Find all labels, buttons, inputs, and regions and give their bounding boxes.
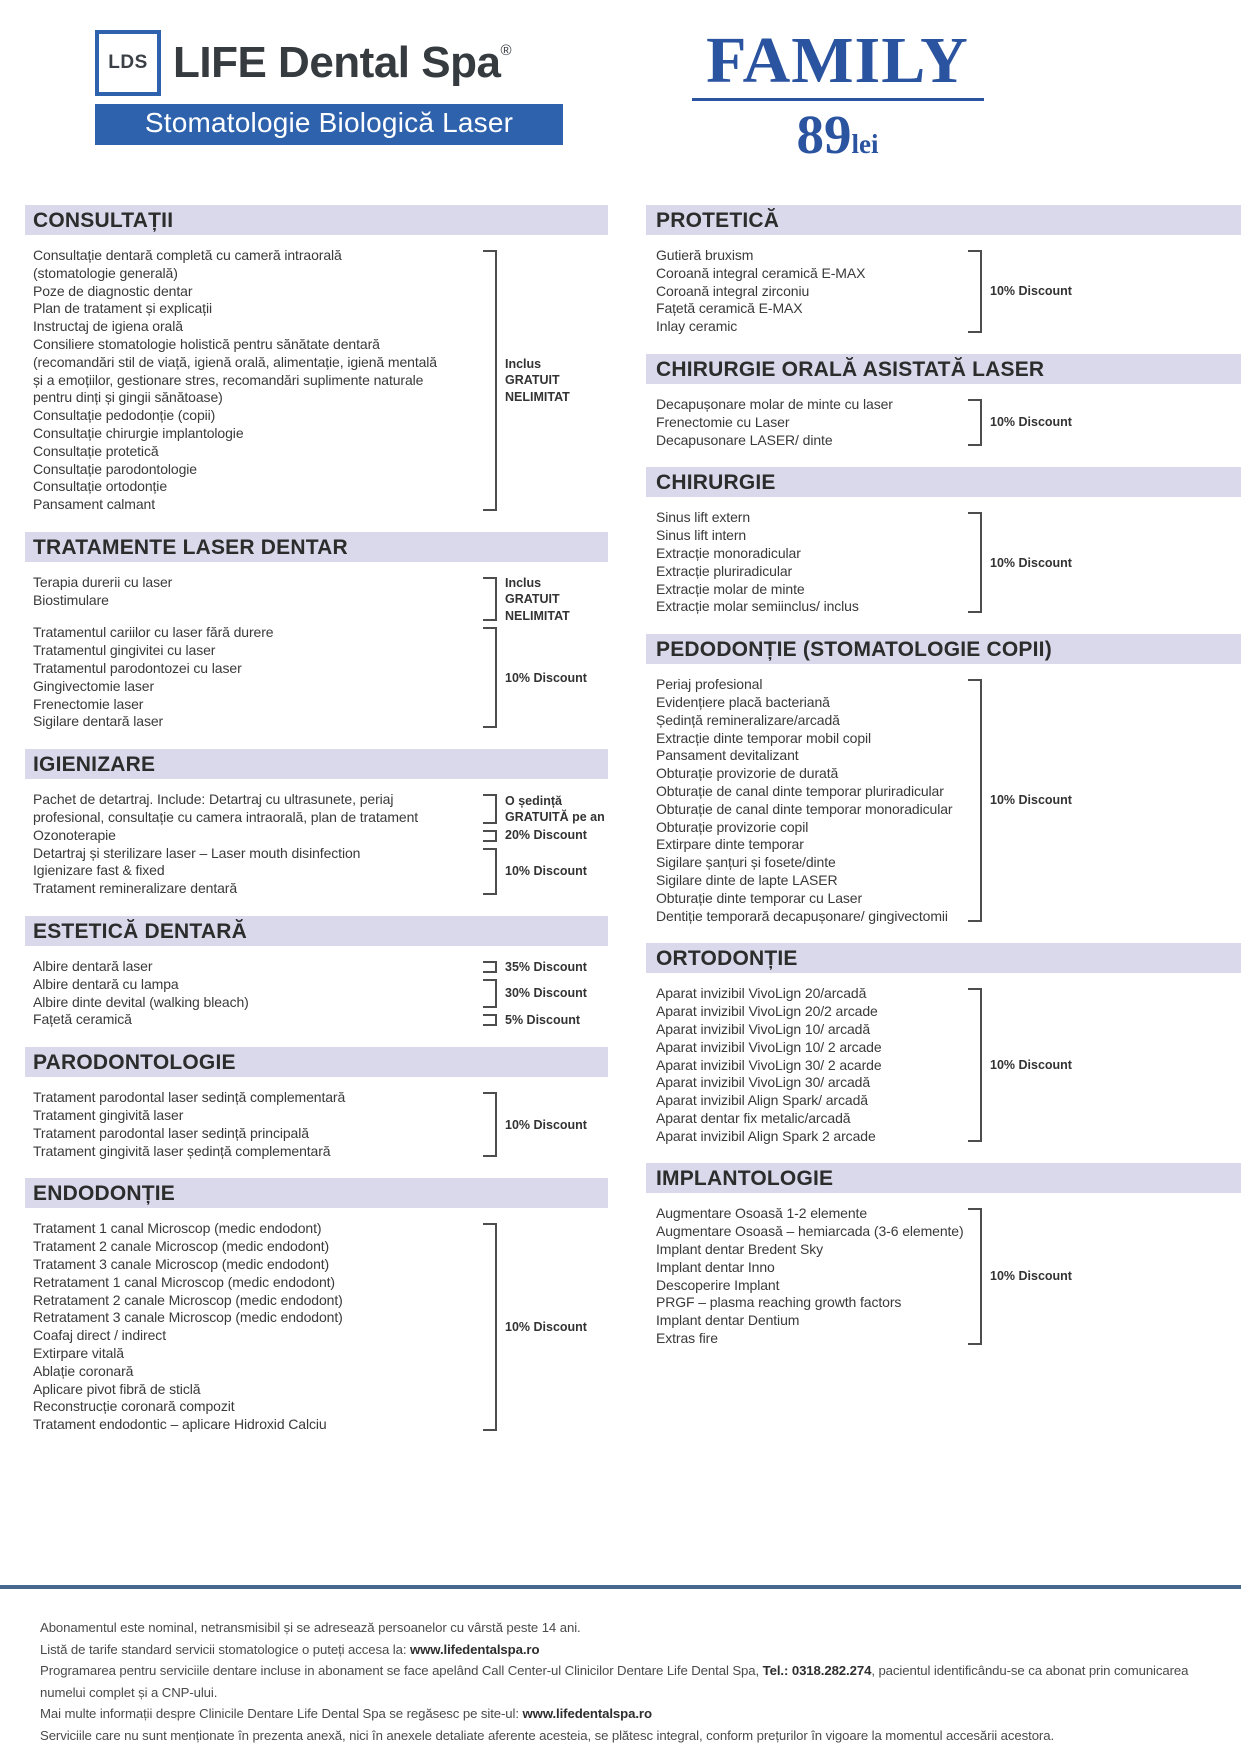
footer-text: Serviciile care nu sunt menționate în prezenta anexă, nici în anexele detaliate aferente acesteia, se plătesc integral, conform prețurilor în vigoare la momentul accesării acestora. [40,1727,1055,1743]
section-header-chirurgie-orala-asistata-laser: CHIRURGIE ORALĂ ASISTATĂ LASER [646,354,1241,384]
service-group [656,985,1241,1145]
service-item: Aplicare pivot fibră de sticlă [33,1380,201,1397]
benefit-label [505,575,608,625]
service-item: Extirpare dinte temporar [656,836,804,853]
service-group [33,791,608,827]
price-bracket [968,1208,982,1344]
service-item: Obturație dinte temporar cu Laser [656,889,863,906]
benefit-label-line: 10% Discount [990,284,1072,299]
service-item: Poze de diagnostic dentar [33,282,193,299]
service-item: Descoperire Implant [656,1276,780,1293]
service-item: Tratament parodontal laser sedință principală [33,1124,309,1141]
service-item: Ozonoterapie [33,826,116,843]
service-items [33,1089,483,1160]
section-body [25,946,608,1047]
service-item: (recomandări stil de viață, igienă orală, alimentație, igienă mentală [33,353,437,370]
section-header-igienizare: IGIENIZARE [25,749,608,779]
brand-logo [95,30,563,145]
service-group [656,509,1241,616]
section-header-ortodont-ie: ORTODONȚIE [646,943,1241,973]
benefit-label [990,676,1241,925]
footer-text: Programarea pentru serviciile dentare incluse in abonament se face apelând Call Center-ul Clinicilor Dentare Life Dental Spa, [40,1663,763,1678]
service-item: Consultație protetică [33,442,159,459]
service-item: Igienizare fast & fixed [33,862,165,879]
service-item: Dentiție temporară decapușonare/ gingivectomii [656,907,948,924]
benefit-label-line: 10% Discount [990,1058,1072,1073]
lds-logo-icon [95,30,161,96]
benefit-label [990,396,1241,449]
price-bracket [968,679,982,922]
service-item: Pansament devitalizant [656,747,799,764]
benefit-label-line: 10% Discount [990,793,1072,808]
service-item: Implant dentar Inno [656,1258,775,1275]
service-item: Augmentare Osoasă 1-2 elemente [656,1205,868,1222]
benefit-label [990,985,1241,1145]
section-body [25,562,608,749]
service-item: Instructaj de igiena orală [33,318,183,335]
price-bracket [483,830,497,842]
benefit-label-line: 20% Discount [505,828,587,843]
service-item: Extracție pluriradicular [656,562,793,579]
service-item: Fațetă ceramică E-MAX [656,300,803,317]
service-group [33,1011,608,1029]
section-header-parodontologie: PARODONTOLOGIE [25,1047,608,1077]
section-body [646,664,1241,943]
footer-text: Listă de tarife standard servicii stomatologice o puteți accesa la: [40,1641,410,1657]
footer-line [40,1660,1201,1703]
service-item: Extracție dinte temporar mobil copil [656,729,872,746]
service-items [33,958,483,976]
price-bracket [968,250,982,333]
service-item: Sigilare dinte de lapte LASER [656,871,838,888]
benefit-label-line: GRATUIT [505,592,560,607]
service-item: Aparat invizibil VivoLign 30/ arcadă [656,1074,871,1091]
benefit-label-line: NELIMITAT [505,608,570,623]
service-group [656,1205,1241,1347]
service-item: Gingivectomie laser [33,677,155,694]
service-items [33,845,483,898]
price-bracket [483,1092,497,1157]
service-items [656,985,968,1145]
benefit-label-line: O ședință [505,793,562,808]
benefit-label [990,1205,1241,1347]
footer-link: www.lifedentalspa.ro [409,1641,540,1657]
benefit-label-line: 10% Discount [990,415,1072,430]
service-item: Albire dentară laser [33,958,153,975]
service-item: Obturație provizorie copil [656,818,809,835]
benefit-label-line: GRATUITĂ pe an [505,810,605,825]
price-bracket [483,1014,497,1026]
service-group [33,827,608,845]
price-bracket [483,794,497,824]
section-body [25,1208,608,1452]
footer-text: Mai multe informații despre Clinicile Dentare Life Dental Spa se regăsesc pe site-ul: [40,1706,523,1721]
service-section-estetica-dentara [25,916,608,1047]
plan-price-amount: 89 [796,104,852,165]
service-item: Tratament remineralizare dentară [33,880,238,897]
service-item: Tratament 3 canale Microscop (medic endodont) [33,1255,330,1272]
benefit-label [505,624,608,731]
service-section-consultat-ii [25,205,608,532]
price-bracket [483,848,497,895]
section-body [646,973,1241,1163]
service-item: Extracție monoradicular [656,544,801,561]
service-item: Sinus lift extern [656,509,751,526]
service-item: și a emoțiilor, gestionare stres, recomandări suplimente naturale [33,371,424,388]
benefit-label-line: 10% Discount [505,1319,587,1334]
service-item: Consultație parodontologie [33,460,197,477]
service-item: Tratament endodontic – aplicare Hidroxid Calciu [33,1416,327,1433]
service-item: Periaj profesional [656,676,763,693]
service-item: Decapușonare molar de minte cu laser [656,395,893,412]
price-bracket [968,399,982,446]
service-item: Consultație ortodonție [33,478,167,495]
service-section-protetica [646,205,1241,354]
service-item: Reconstrucție coronară compozit [33,1398,235,1415]
benefit-label [505,247,608,514]
service-item: Inlay ceramic [656,318,738,335]
service-item: Pansament calmant [33,496,156,513]
price-bracket [483,577,497,622]
benefit-label [505,1089,608,1160]
service-item: Consultație chirurgie implantologie [33,424,244,441]
benefit-label [505,827,608,845]
plan-price-currency: lei [851,129,879,159]
price-bracket [483,961,497,973]
service-item: Retratament 2 canale Microscop (medic endodont) [33,1291,343,1308]
service-item: Pachet de detartraj. Include: Detartraj cu ultrasunete, periaj [33,791,394,808]
service-group [33,958,608,976]
services-column-left [25,205,608,1452]
service-section-chirurgie [646,467,1241,634]
service-items [33,1220,483,1434]
service-items [656,676,968,925]
service-item: Extras fire [656,1330,718,1347]
benefit-label-line: 10% Discount [990,1269,1072,1284]
service-section-igienizare [25,749,608,916]
benefit-label-line: Inclus [505,575,542,590]
service-item: Implant dentar Bredent Sky [656,1241,824,1258]
service-item: Retratament 3 canale Microscop (medic endodont) [33,1309,343,1326]
service-section-implantologie [646,1163,1241,1365]
service-items [33,1011,483,1029]
footer-link: www.lifedentalspa.ro [522,1706,652,1721]
service-items [656,509,968,616]
service-item: Consultație pedodonție (copii) [33,407,216,424]
benefit-label-line: GRATUIT [505,373,560,388]
service-item: Retratament 1 canal Microscop (medic endodont) [33,1273,335,1290]
service-item: Frenectomie cu Laser [656,413,790,430]
service-items [656,1205,968,1347]
service-item: Obturație de canal dinte temporar pluriradicular [656,782,944,799]
service-item: Coafaj direct / indirect [33,1327,166,1344]
section-body [25,235,608,532]
benefit-label-line: 10% Discount [505,1117,587,1132]
service-item: Evidențiere placă bacteriană [656,693,830,710]
footer-text: Tel.: 0318.282.274 [762,1663,872,1678]
section-header-chirurgie: CHIRURGIE [646,467,1241,497]
benefit-label-line: 10% Discount [990,555,1072,570]
service-section-endodont-ie [25,1178,608,1452]
service-item: Aparat invizibil VivoLign 20/arcadă [656,985,867,1002]
service-item: Aparat invizibil Align Spark/ arcadă [656,1092,868,1109]
price-bracket [968,512,982,613]
service-item: Fațetă ceramică [33,1011,132,1028]
benefit-label [505,1011,608,1029]
footer-text: , pacientul identificându-se ca abonat prin comunicarea numelui complet și a CNP-ului. [40,1663,1189,1700]
service-item: Sigilare șanțuri și fosete/dinte [656,854,836,871]
service-item: Obturație de canal dinte temporar monoradicular [656,800,953,817]
service-item: Tratament parodontal laser sedință complementară [33,1089,346,1106]
section-body [646,1193,1241,1365]
service-items [656,396,968,449]
service-group [33,574,608,625]
service-item: Decapusonare LASER/ dinte [656,431,833,448]
benefit-label-line: 10% Discount [505,864,587,879]
service-section-tratamente-laser-dentar [25,532,608,749]
benefit-label-line: NELIMITAT [505,389,570,404]
price-bracket [968,988,982,1142]
service-group [33,624,608,731]
service-item: Aparat invizibil VivoLign 20/2 arcade [656,1003,878,1020]
registered-mark: ® [500,42,512,59]
service-item: Terapia durerii cu laser [33,573,173,590]
service-item: Tratamentul parodontozei cu laser [33,660,242,677]
service-item: Sigilare dentară laser [33,713,164,730]
benefit-label [505,791,608,827]
service-item: Frenectomie laser [33,695,144,712]
service-items [33,827,483,845]
service-item: Aparat invizibil VivoLign 30/ 2 acarde [656,1056,882,1073]
benefit-label-line: 5% Discount [505,1013,581,1028]
benefit-label [990,509,1241,616]
footer-line [40,1617,1201,1639]
service-item: Aparat invizibil Align Spark 2 arcade [656,1127,876,1144]
footer-text: Abonamentul este nominal, netransmisibil și se adresează persoanelor cu vârstă peste 14 ani. [40,1620,581,1635]
price-bracket [483,979,497,1009]
brand-name: LIFE Dental Spa® [173,38,512,87]
service-item: Detartraj și sterilizare laser – Laser mouth disinfection [33,844,361,861]
service-items [33,791,483,827]
service-item: Extracție molar de minte [656,580,805,597]
service-item: Ședință remineralizare/arcadă [656,711,840,728]
service-item: Tratament 1 canal Microscop (medic endodont) [33,1220,322,1237]
service-item: Consultație dentară completă cu cameră intraorală [33,247,342,263]
service-item: Aparat invizibil VivoLign 10/ arcadă [656,1020,871,1037]
footer-line [40,1703,1201,1725]
service-item: Coroană integral zirconiu [656,282,810,299]
service-items [33,574,483,625]
service-group [33,976,608,1012]
section-header-tratamente-laser-dentar: TRATAMENTE LASER DENTAR [25,532,608,562]
service-item: profesional, consultație cu camera intraorală, plan de tratament [33,809,419,826]
service-section-chirurgie-orala-asistata-laser [646,354,1241,467]
benefit-label [505,958,608,976]
benefit-label-line: Inclus [505,356,542,371]
service-item: Coroană integral ceramică E-MAX [656,264,866,281]
service-item: Plan de tratament și explicații [33,300,212,317]
service-item: Tratament gingivită laser [33,1107,184,1123]
service-items [33,247,483,514]
footer-line [40,1639,1201,1661]
service-group [33,1220,608,1434]
service-group [656,247,1241,336]
service-section-parodontologie [25,1047,608,1178]
plan-underline [692,98,984,101]
service-section-pedodont-ie-stomatologie-copii [646,634,1241,943]
service-item: Aparat dentar fix metalic/arcadă [656,1109,851,1126]
service-item: Implant dentar Dentium [656,1312,800,1329]
benefit-label [505,845,608,898]
section-header-estetica-dentara: ESTETICĂ DENTARĂ [25,916,608,946]
section-body [646,384,1241,467]
service-items [33,976,483,1012]
service-group [656,396,1241,449]
service-group [33,1089,608,1160]
service-item: Tratament gingivită laser ședință complementară [33,1142,331,1159]
service-item: Ablație coronară [33,1362,134,1379]
section-body [25,779,608,916]
terms-footer [0,1585,1241,1746]
service-group [33,845,608,898]
service-item: Tratament 2 canale Microscop (medic endodont) [33,1238,330,1255]
service-item: Gutieră bruxism [656,247,754,263]
section-body [646,497,1241,634]
section-header-protetica: PROTETICĂ [646,205,1241,235]
lds-logo-text: LDS [108,52,148,73]
price-bracket [483,1223,497,1431]
benefit-label-line: 10% Discount [505,670,587,685]
benefit-label [990,247,1241,336]
section-body [25,1077,608,1178]
benefit-label [505,1220,608,1434]
price-bracket [483,250,497,511]
services-column-right [646,205,1241,1366]
benefit-label [505,976,608,1012]
section-body [646,235,1241,354]
service-item: Tratamentul gingivitei cu laser [33,642,216,659]
service-item: Augmentare Osoasă – hemiarcada (3-6 elemente) [656,1223,964,1240]
service-item: PRGF – plasma reaching growth factors [656,1294,902,1311]
benefit-label-line: 30% Discount [505,986,587,1001]
service-item: Obturație provizorie de durată [656,765,839,782]
plan-banner [665,26,1010,166]
price-bracket [483,627,497,728]
service-item: (stomatologie generală) [33,264,178,281]
service-group [656,676,1241,925]
service-item: Consiliere stomatologie holistică pentru sănătate dentară [33,335,380,352]
service-item: pentru dinți și gingii sănătoase) [33,389,223,406]
plan-name: FAMILY [706,24,969,97]
service-section-ortodont-ie [646,943,1241,1163]
brand-tagline: Stomatologie Biologică Laser [95,104,563,145]
service-item: Tratamentul cariilor cu laser fără durere [33,624,274,641]
service-item: Sinus lift intern [656,527,747,544]
benefit-label-line: 35% Discount [505,959,587,974]
service-item: Aparat invizibil VivoLign 10/ 2 arcade [656,1038,882,1055]
service-item: Albire dentară cu lampa [33,975,179,992]
service-items [33,624,483,731]
section-header-pedodont-ie-stomatologie-copii: PEDODONȚIE (STOMATOLOGIE COPII) [646,634,1241,664]
service-item: Albire dinte devital (walking bleach) [33,993,249,1010]
section-header-implantologie: IMPLANTOLOGIE [646,1163,1241,1193]
section-header-endodont-ie: ENDODONȚIE [25,1178,608,1208]
section-header-consultat-ii: CONSULTAȚII [25,205,608,235]
service-item: Biostimulare [33,591,109,608]
service-group [33,247,608,514]
plan-price [665,103,1010,166]
service-item: Extirpare vitală [33,1344,124,1361]
service-item: Extracție molar semiinclus/ inclus [656,598,859,615]
service-items [656,247,968,336]
footer-line [40,1725,1201,1747]
